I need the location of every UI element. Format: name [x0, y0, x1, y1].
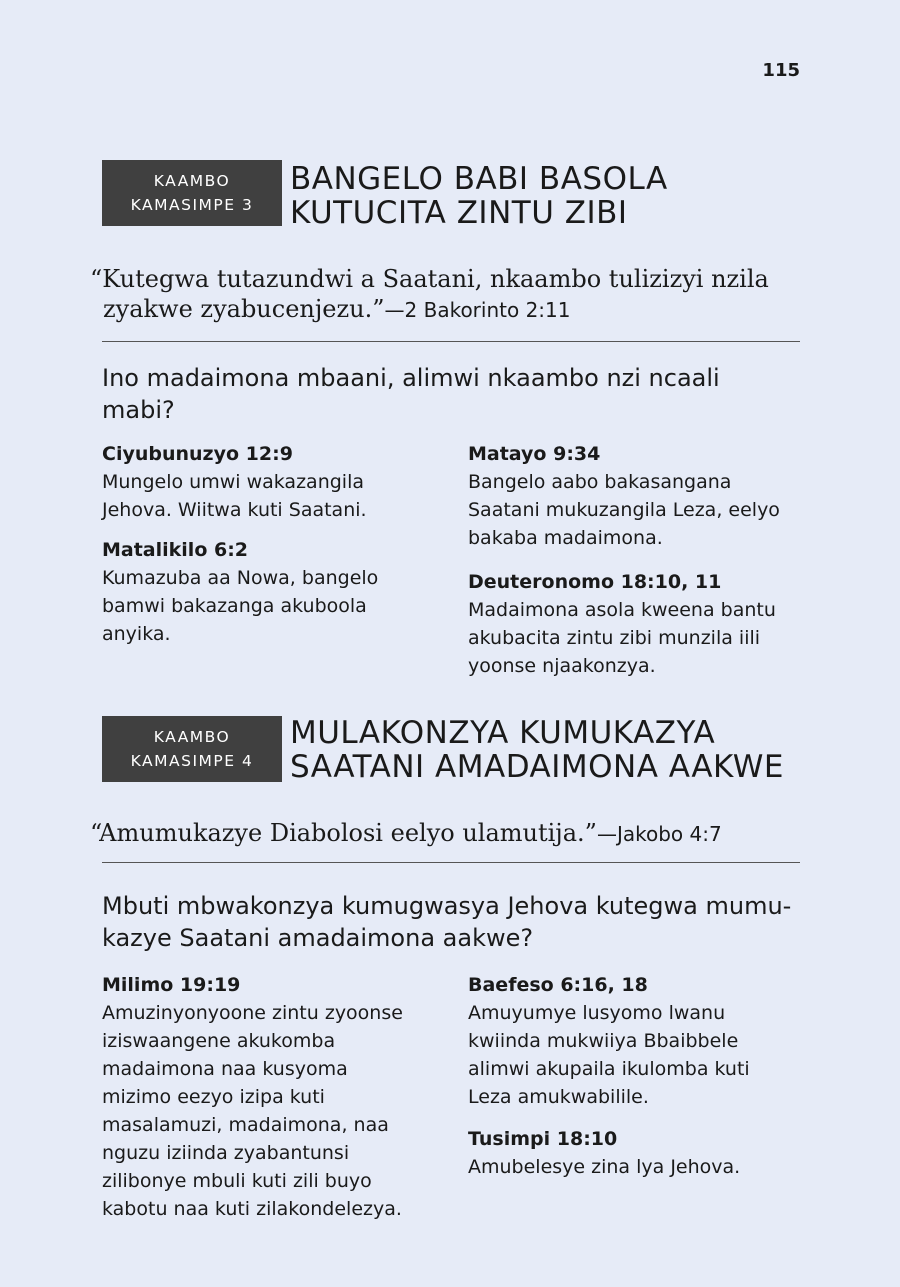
scripture-quote	[90, 264, 802, 325]
section-question	[102, 362, 802, 426]
right-column	[468, 440, 803, 692]
heading-line: MULAKONZYA KUMUKAZYA	[290, 715, 716, 751]
quote-line: “Amumukazye Diabolosi eelyo ulamutija.”	[90, 819, 597, 847]
question-line: mabi?	[102, 396, 175, 424]
quote-line: “Kutegwa tutazundwi a Saatani, nkaambo tulizizyi nzila	[90, 265, 769, 293]
right-column	[468, 971, 803, 1193]
scripture-entry	[468, 440, 803, 552]
page-number: 115	[762, 60, 800, 81]
badge-label: KAAMBO	[153, 728, 231, 746]
scripture-reference: Baefeso 6:16, 18	[468, 974, 648, 996]
badge-number: KAMASIMPE 3	[130, 196, 254, 214]
badge-number: KAMASIMPE 4	[130, 752, 254, 770]
section-badge	[102, 716, 282, 782]
divider	[102, 341, 800, 342]
scripture-text: Madaimona asola kweena bantu akubacita zintu zibi munzila iili yoonse njaakonzya.	[468, 599, 776, 677]
left-column	[102, 971, 437, 1235]
scripture-entry	[468, 568, 803, 680]
heading-line: BANGELO BABI BASOLA	[290, 161, 668, 197]
quote-line: zyakwe zyabucenjezu.”	[103, 295, 385, 323]
scripture-reference: Matalikilo 6:2	[102, 539, 249, 561]
scripture-reference: Deuteronomo 18:10, 11	[468, 571, 722, 593]
scripture-reference: Matayo 9:34	[468, 443, 601, 465]
scripture-reference: Ciyubunuzyo 12:9	[102, 443, 293, 465]
section-question	[102, 890, 802, 954]
badge-label: KAAMBO	[153, 172, 231, 190]
quote-reference: —2 Bakorinto 2:11	[384, 298, 571, 322]
quote-reference: —Jakobo 4:7	[596, 822, 722, 846]
scripture-entry	[102, 440, 437, 524]
heading-line: KUTUCITA ZINTU ZIBI	[290, 195, 628, 231]
left-column	[102, 440, 437, 660]
section-heading	[290, 162, 810, 230]
scripture-entry	[102, 536, 437, 648]
scripture-text: Kumazuba aa Nowa, bangelo bamwi bakazanga akuboola anyika.	[102, 567, 379, 645]
scripture-entry	[102, 971, 437, 1223]
question-line: Ino madaimona mbaani, alimwi nkaambo nzi ncaali	[102, 364, 720, 392]
scripture-reference: Tusimpi 18:10	[468, 1128, 618, 1150]
question-line: kazye Saatani amadaimona aakwe?	[102, 924, 534, 952]
question-line: Mbuti mbwakonzya kumugwasya Jehova kutegwa mumu-	[102, 892, 792, 920]
scripture-reference: Milimo 19:19	[102, 974, 241, 996]
section-badge	[102, 160, 282, 226]
scripture-entry	[468, 1125, 803, 1181]
scripture-text: Bangelo aabo bakasangana Saatani mukuzangila Leza, eelyo bakaba madaimona.	[468, 471, 780, 549]
scripture-quote	[90, 818, 802, 849]
section-heading	[290, 716, 810, 784]
scripture-text: Amuyumye lusyomo lwanu kwiinda mukwiiya Bbaibbele alimwi akupaila ikulomba kuti Leza amukwabilile.	[468, 1002, 750, 1108]
section-key-truth-3	[90, 160, 802, 690]
scripture-entry	[468, 971, 803, 1111]
divider	[102, 862, 800, 863]
scripture-text: Amubelesye zina lya Jehova.	[468, 1156, 741, 1178]
section-key-truth-4	[90, 715, 802, 1236]
scripture-text: Amuzinyonyoone zintu zyoonse iziswaangene akukomba madaimona naa kusyoma mizimo eezyo izipa kuti masalamuzi, madaimona, naa nguzu iziinda zyabantunsi zilibonye mbuli kuti zili buyo kabotu naa kuti zilakondelezya.	[102, 1002, 403, 1220]
heading-line: SAATANI AMADAIMONA AAKWE	[290, 749, 785, 785]
scripture-text: Mungelo umwi wakazangila Jehova. Wiitwa kuti Saatani.	[102, 471, 367, 521]
